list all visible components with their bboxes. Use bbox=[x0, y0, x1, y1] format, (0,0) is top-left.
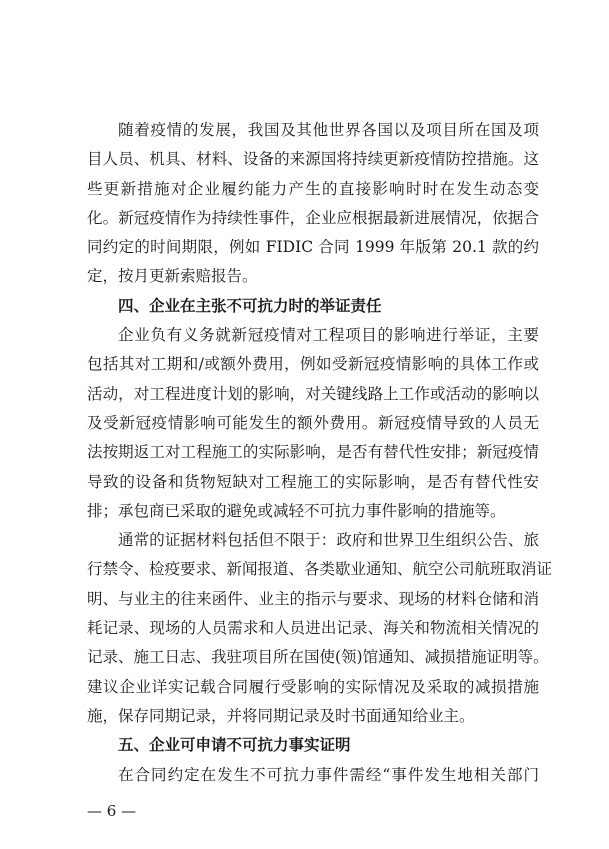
text-line: 行禁令、检疫要求、新闻报道、各类歇业通知、航空公司航班取消证 bbox=[87, 560, 553, 579]
document-body bbox=[87, 116, 553, 790]
text-line: 包括其对工期和/或额外费用，例如受新冠疫情影响的具体工作或 bbox=[87, 355, 539, 374]
paragraph-proof-obligation bbox=[87, 321, 539, 526]
text-line: 记录、施工日志、我驻项目所在国使(领)馆通知、减损措施证明等。 bbox=[87, 648, 549, 667]
text-line: 耗记录、现场的人员需求和人员进出记录、海关和物流相关情况的 bbox=[87, 619, 539, 638]
text-line: 施，保存同期记录，并将同期记录及时书面通知给业主。 bbox=[87, 706, 475, 725]
text-line: 活动，对工程进度计划的影响，对关键线路上工作或活动的影响以 bbox=[87, 384, 539, 403]
text-line: 通常的证据材料包括但不限于：政府和世界卫生组织公告、旅 bbox=[118, 531, 539, 550]
text-line: 及受新冠疫情影响可能发生的额外费用。新冠疫情导致的人员无 bbox=[87, 413, 539, 432]
text-line: 建议企业详实记载合同履行受影响的实际情况及采取的减损措施 bbox=[87, 677, 539, 696]
text-line: 些更新措施对企业履约能力产生的直接影响时时在发生动态变 bbox=[87, 179, 539, 198]
paragraph-epidemic-development bbox=[87, 116, 539, 292]
text-line: 随着疫情的发展，我国及其他世界各国以及项目所在国及项 bbox=[118, 121, 539, 139]
section-heading-force-majeure-certificate: 五、企业可申请不可抗力事实证明 bbox=[118, 736, 351, 755]
text-line: 在合同约定在发生不可抗力事件需经“事件发生地相关部门 bbox=[118, 765, 539, 784]
text-line: 企业负有义务就新冠疫情对工程项目的影响进行举证，主要 bbox=[118, 326, 539, 345]
paragraph-evidence-materials bbox=[87, 526, 553, 731]
text-line: 目人员、机具、材料、设备的来源国将持续更新疫情防控措施。这 bbox=[87, 150, 539, 169]
text-line: 明、与业主的往来函件、业主的指示与要求、现场的材料仓储和消 bbox=[87, 589, 539, 608]
section-heading-burden-of-proof: 四、企业在主张不可抗力时的举证责任 bbox=[118, 296, 382, 315]
text-line: 定，按月更新索赔报告。 bbox=[87, 267, 258, 286]
text-line: 化。新冠疫情作为持续性事件，企业应根据最新进展情况，依据合 bbox=[87, 208, 539, 227]
text-line: 法按期返工对工程施工的实际影响，是否有替代性安排；新冠疫情 bbox=[87, 443, 539, 462]
page-number: — 6 — bbox=[87, 802, 137, 820]
text-line: 导致的设备和货物短缺对工程施工的实际影响，是否有替代性安 bbox=[87, 472, 539, 491]
text-line: 排；承包商已采取的避免或减轻不可抗力事件影响的措施等。 bbox=[87, 501, 506, 520]
text-line: 同约定的时间期限，例如 FIDIC 合同 1999 年版第 20.1 款的约 bbox=[87, 238, 539, 257]
paragraph-contract-agreement bbox=[87, 761, 539, 790]
